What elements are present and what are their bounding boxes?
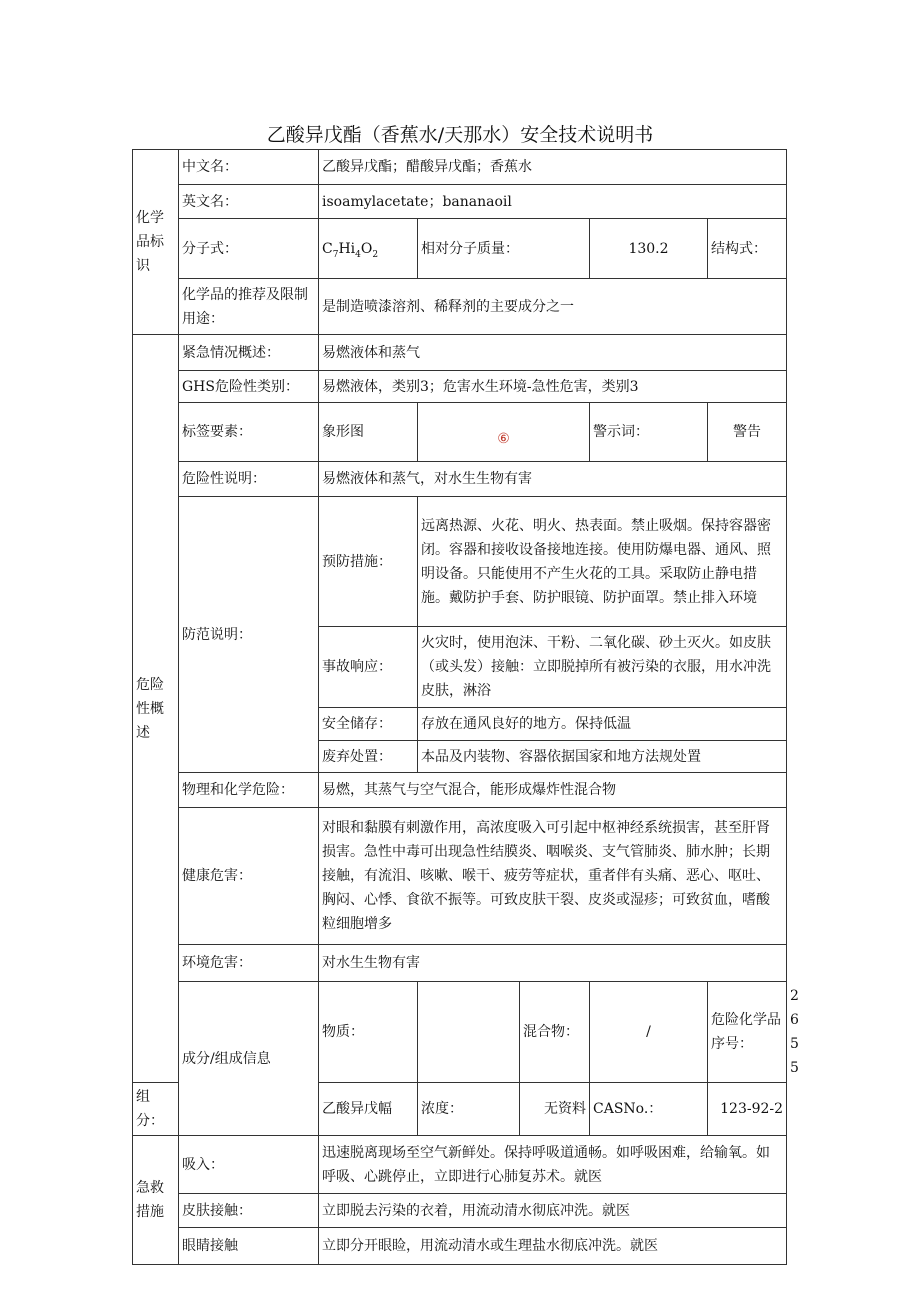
statement-value: 易燃液体和蒸气，对水生生物有害 <box>319 462 787 497</box>
formula-label: 分子式： <box>179 219 319 279</box>
use-value: 是制造喷漆溶剂、稀释剂的主要成分之一 <box>319 279 787 335</box>
concentration-label: 浓度： <box>418 1083 520 1136</box>
health-value: 对眼和黏膜有刺激作用，高浓度吸入可引起中枢神经系统损害，甚至肝肾损害。急性中毒可出现急性结膜炎、咽喉炎、支气管肺炎、肺水肿；长期接触，有流泪、咳嗽、喉干、疲劳等症状，重者伴有头痛、恶心、呕吐、胸闷、心悸、食欲不振等。可致皮肤干裂、皮炎或湿疹；可致贫血，嗜酸粒细胞增多 <box>319 808 787 945</box>
skin-label: 皮肤接触： <box>179 1194 319 1228</box>
section-hazard: 危险性概述 <box>133 335 179 1083</box>
emergency-label: 紧急情况概述： <box>179 335 319 371</box>
cas-value: 123-92-2 <box>708 1083 787 1136</box>
concentration-value: 无资料 <box>520 1083 590 1136</box>
storage-label: 安全储存： <box>319 708 418 741</box>
disposal-value: 本品及内装物、容器依据国家和地方法规处置 <box>418 741 787 773</box>
signal-label: 警示词： <box>590 403 708 462</box>
component-value: 乙酸异戊幅 <box>319 1083 418 1136</box>
precaution-label: 防范说明： <box>179 497 319 773</box>
substance-value <box>418 982 520 1083</box>
structure-label: 结构式： <box>708 219 787 279</box>
ghs-label: GHS危险性类别： <box>179 371 319 403</box>
use-label: 化学品的推荐及限制用途： <box>179 279 319 335</box>
formula-o: O <box>360 240 373 257</box>
cn-name-label: 中文名： <box>179 150 319 185</box>
eye-label: 眼睛接触 <box>179 1228 319 1265</box>
env-value: 对水生生物有害 <box>319 945 787 982</box>
cas-label: CASNo.： <box>590 1083 708 1136</box>
sds-table: 化学品标识 中文名： 乙酸异戊酯；醋酸异戊酯；香蕉水 英文名： isoamylacetate；bananaoil 分子式： $C_7Hi_4O_2$ 相对分子质量： 130.2 结构式： 化学品的推荐及限制用途： 是制造喷漆溶剂、稀释剂的主要成分之一 危险性概述 紧急情况概述： 易燃液体和蒸气 GHS危险性类别： 易燃液体，类别3；危害水生环境-急性危害，类别3 标签要素： 象形图 ⑥ 警示词： 警告 危险性说明： 易燃液体和蒸气，对水生生物有害 防范说明： 预防措施： 远离热源、火花、明火、热表面。禁止吸烟。保持容器密闭。容器和接收设备接地连接。使用防爆电器、通风、照明设备。只能使用不产生火花的工具。采取防止静电措施。戴防护手套、防护眼镜、防护面罩。禁止排入环境 事故响应： 火灾时，使用泡沫、干粉、二氧化碳、砂土灭火。如皮肤（或头发）接触：立即脱掉所有被污染的衣服，用水冲洗皮肤，淋浴 安全储存： 存放在通风良好的地方。保持低温 废弃处置： 本品及内装物、容器依据国家和地方法规处置 物理和化学危险： 易燃，其蒸气与空气混合，能形成爆炸性混合物 健康危害： 对眼和黏膜有刺激作用，高浓度吸入可引起中枢神经系统损害，甚至肝肾损害。急性中毒可出现急性结膜炎、咽喉炎、支气管肺炎、肺水肿；长期接触，有流泪、咳嗽、喉干、疲劳等症状，重者伴有头痛、恶心、呕吐、胸闷、心悸、食欲不振等。可致皮肤干裂、皮炎或湿疹；可致贫血，嗜酸粒细胞增多 环境危害： 对水生生物有害 成分/组成信息 物质： 混合物： / 危险化学品序号： 2655 组分： 乙酸异戊幅 浓度： 无资料 CASNo.： 123-92-2 急救措施 吸入： 迅速脱离现场至空气新鲜处。保持呼吸道通畅。如呼吸困难，给输氧。如呼吸、心跳停止，立即进行心肺复苏术。就医 皮肤接触： 立即脱去污染的衣着，用流动清水彻底冲洗。就医 眼睛接触 立即分开眼睑，用流动清水或生理盐水彻底冲洗。就医 <box>132 149 787 1265</box>
physchem-label: 物理和化学危险： <box>179 773 319 808</box>
pictogram-icon: ⑥ <box>497 431 510 447</box>
statement-label: 危险性说明： <box>179 462 319 497</box>
prevention-label: 预防措施： <box>319 497 418 627</box>
ghs-value: 易燃液体，类别3；危害水生环境-急性危害，类别3 <box>319 371 787 403</box>
section-composition: 成分/组成信息 <box>179 982 319 1136</box>
section-first-aid: 急救措施 <box>133 1136 179 1265</box>
disposal-label: 废弃处置： <box>319 741 418 773</box>
formula-c: C <box>322 240 333 257</box>
formula-h-sub: 4 <box>355 249 361 260</box>
substance-label: 物质： <box>319 982 418 1083</box>
eye-value: 立即分开眼睑，用流动清水或生理盐水彻底冲洗。就医 <box>319 1228 787 1265</box>
mw-label: 相对分子质量： <box>418 219 590 279</box>
physchem-value: 易燃，其蒸气与空气混合，能形成爆炸性混合物 <box>319 773 787 808</box>
response-label: 事故响应： <box>319 627 418 708</box>
document-title: 乙酸异戊酯（香蕉水/天那水）安全技术说明书 <box>266 124 654 146</box>
emergency-value: 易燃液体和蒸气 <box>319 335 787 371</box>
pictogram-label: 象形图 <box>319 403 418 462</box>
mixture-label: 混合物： <box>520 982 590 1083</box>
mw-value: 130.2 <box>590 219 708 279</box>
cn-name-value: 乙酸异戊酯；醋酸异戊酯；香蕉水 <box>319 150 787 185</box>
label-elements-label: 标签要素： <box>179 403 319 462</box>
hazard-no-label: 危险化学品序号： <box>708 982 787 1083</box>
inhalation-value: 迅速脱离现场至空气新鲜处。保持呼吸道通畅。如呼吸困难，给输氧。如呼吸、心跳停止，立即进行心肺复苏术。就医 <box>319 1136 787 1194</box>
mixture-value: / <box>590 982 708 1083</box>
formula-value <box>319 219 418 279</box>
skin-value: 立即脱去污染的衣着，用流动清水彻底冲洗。就医 <box>319 1194 787 1228</box>
component-label: 组分： <box>133 1083 179 1136</box>
response-value: 火灾时，使用泡沫、干粉、二氧化碳、砂土灭火。如皮肤（或头发）接触：立即脱掉所有被污染的衣服，用水冲洗皮肤，淋浴 <box>418 627 787 708</box>
formula-c-sub: 7 <box>332 249 339 260</box>
env-label: 环境危害： <box>179 945 319 982</box>
en-name-value: isoamylacetate；bananaoil <box>319 185 787 219</box>
health-label: 健康危害： <box>179 808 319 945</box>
section-identification: 化学品标识 <box>133 150 179 335</box>
signal-value: 警告 <box>708 403 787 462</box>
formula-o-sub: 2 <box>372 249 379 260</box>
formula-h: Hi <box>338 240 356 257</box>
inhalation-label: 吸入： <box>179 1136 319 1194</box>
prevention-value: 远离热源、火花、明火、热表面。禁止吸烟。保持容器密闭。容器和接收设备接地连接。使用防爆电器、通风、照明设备。只能使用不产生火花的工具。采取防止静电措施。戴防护手套、防护眼镜、防护面罩。禁止排入环境 <box>418 497 787 627</box>
en-name-label: 英文名： <box>179 185 319 219</box>
storage-value: 存放在通风良好的地方。保持低温 <box>418 708 787 741</box>
pictogram-cell <box>418 403 590 462</box>
